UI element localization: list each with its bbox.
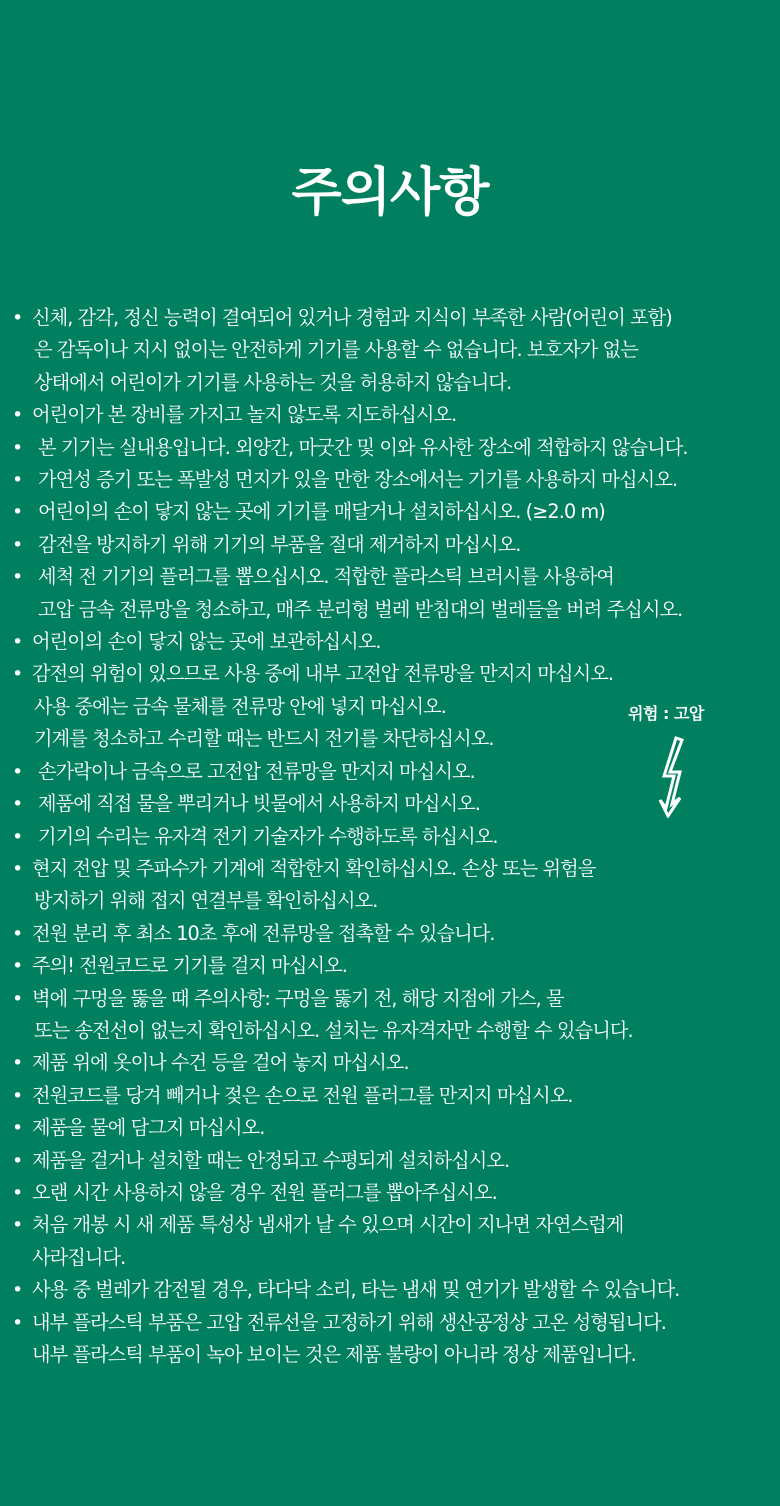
bullet: • bbox=[12, 922, 23, 945]
item-line: 현지 전압 및 주파수가 기계에 적합한지 확인하십시오. 손상 또는 위험을 bbox=[32, 856, 596, 880]
item-line: 상태에서 어린이가 기기를 사용하는 것을 허용하지 않습니다. bbox=[34, 370, 512, 394]
bullet: • bbox=[12, 1149, 23, 1172]
item-line: 내부 플라스틱 부품이 녹아 보이는 것은 제품 불량이 아니라 정상 제품입니다. bbox=[32, 1343, 636, 1366]
bullet: • bbox=[12, 760, 23, 783]
list-item bbox=[12, 821, 772, 853]
list-item bbox=[12, 1080, 772, 1112]
item-line: 제품을 걸거나 설치할 때는 안정되고 수평되게 설치하십시오. bbox=[32, 1148, 510, 1172]
item-line: 신체, 감각, 정신 능력이 결여되어 있거나 경험과 지식이 부족한 사람(어린이 포함) bbox=[32, 306, 672, 329]
bullet: • bbox=[12, 663, 23, 686]
item-line: 오랜 시간 사용하지 않을 경우 전원 플러그를 뽑아주십시오. bbox=[32, 1180, 497, 1204]
item-line: 어린이의 손이 닿지 않는 곳에 보관하십시오. bbox=[32, 630, 381, 654]
bullet: • bbox=[12, 1117, 23, 1140]
list-item bbox=[12, 1307, 772, 1372]
page-title: 주의사항 bbox=[291, 163, 489, 223]
bullet: • bbox=[12, 793, 23, 816]
bullet: • bbox=[12, 987, 23, 1010]
bullet: • bbox=[12, 469, 23, 492]
bullet: • bbox=[12, 1311, 23, 1334]
list-item bbox=[12, 918, 772, 950]
bullet: • bbox=[12, 1052, 23, 1075]
list-item bbox=[12, 1274, 772, 1306]
list-item bbox=[12, 464, 772, 496]
list-item bbox=[12, 302, 772, 399]
list-item bbox=[12, 496, 772, 528]
bullet: • bbox=[12, 501, 23, 524]
list-item bbox=[12, 561, 772, 626]
item-line: 어린이가 본 장비를 가지고 놀지 않도록 지도하십시오. bbox=[32, 403, 457, 427]
item-line: 또는 송전선이 없는지 확인하십시오. 설치는 유자격자만 수행할 수 있습니다. bbox=[34, 1018, 633, 1042]
item-line: 감전을 방지하기 위해 기기의 부품을 절대 제거하지 마십시오. bbox=[38, 532, 521, 556]
item-line: 은 감독이나 지시 없이는 안전하게 기기를 사용할 수 없습니다. 보호자가 없는 bbox=[34, 338, 638, 362]
list-item bbox=[12, 529, 772, 561]
bullet: • bbox=[12, 533, 23, 556]
bullet: • bbox=[12, 825, 23, 848]
item-line: 방지하기 위해 접지 연결부를 확인하십시오. bbox=[34, 889, 378, 913]
list-item bbox=[12, 1145, 772, 1177]
list-item bbox=[12, 399, 772, 431]
list-item bbox=[12, 1047, 772, 1079]
item-line: 기기의 수리는 유자격 전기 기술자가 수행하도록 하십시오. bbox=[38, 824, 498, 848]
hazard-label: 위험 : 고압 bbox=[628, 704, 704, 723]
item-line: 세척 전 기기의 플러그를 뽑으십시오. 적합한 플라스틱 브러시를 사용하여 bbox=[38, 565, 614, 589]
bullet: • bbox=[12, 1181, 23, 1204]
list-item bbox=[12, 432, 772, 464]
item-line: 처음 개봉 시 새 제품 특성상 냄새가 날 수 있으며 시간이 지나면 자연스럽게 bbox=[32, 1213, 624, 1237]
list-item bbox=[12, 1177, 772, 1209]
bullet: • bbox=[12, 307, 23, 329]
bullet: • bbox=[12, 631, 23, 654]
item-line: 사라집니다. bbox=[32, 1245, 126, 1269]
bullet: • bbox=[12, 566, 23, 589]
bullet: • bbox=[12, 436, 23, 459]
item-line: 제품 위에 옷이나 수건 등을 걸어 놓지 마십시오. bbox=[32, 1051, 409, 1075]
lightning-bolt-icon bbox=[656, 736, 690, 818]
bullet: • bbox=[12, 1214, 23, 1237]
item-line: 기계를 청소하고 수리할 때는 반드시 전기를 차단하십시오. bbox=[34, 727, 494, 751]
list-item bbox=[12, 950, 772, 982]
item-line: 벽에 구멍을 뚫을 때 주의사항: 구멍을 뚫기 전, 해당 지점에 가스, 물 bbox=[32, 986, 564, 1010]
item-line: 사용 중 벌레가 감전될 경우, 타다닥 소리, 타는 냄새 및 연기가 발생할 수 있습니다. bbox=[32, 1278, 680, 1302]
bullet: • bbox=[12, 404, 23, 427]
item-line: 제품을 물에 담그지 마십시오. bbox=[32, 1116, 265, 1140]
item-line: 내부 플라스틱 부품은 고압 전류선을 고정하기 위해 생산공정상 고온 성형됩니다. bbox=[32, 1310, 666, 1334]
item-line: 감전의 위험이 있으므로 사용 중에 내부 고전압 전류망을 만지지 마십시오. bbox=[32, 662, 614, 686]
item-line: 손가락이나 금속으로 고전압 전류망을 만지지 마십시오. bbox=[38, 759, 475, 783]
item-line: 고압 금속 전류망을 청소하고, 매주 분리형 벌레 받침대의 벌레들을 버려 주십시오. bbox=[38, 597, 683, 621]
item-line: 사용 중에는 금속 물체를 전류망 안에 넣지 마십시오. bbox=[34, 694, 446, 718]
list-item bbox=[12, 1209, 772, 1274]
item-line: 주의! 전원코드로 기기를 걸지 마십시오. bbox=[32, 954, 347, 978]
item-line: 어린이의 손이 닿지 않는 곳에 기기를 매달거나 설치하십시오. (≥2.0 m) bbox=[38, 500, 605, 524]
caution-list bbox=[12, 302, 772, 1371]
bullet: • bbox=[12, 1279, 23, 1302]
list-item bbox=[12, 853, 772, 918]
list-item bbox=[12, 1112, 772, 1144]
list-item bbox=[12, 983, 772, 1048]
bullet: • bbox=[12, 1084, 23, 1107]
item-line: 전원코드를 당겨 빼거나 젖은 손으로 전원 플러그를 만지지 마십시오. bbox=[32, 1083, 573, 1107]
list-item bbox=[12, 626, 772, 658]
item-line: 제품에 직접 물을 뿌리거나 빗물에서 사용하지 마십시오. bbox=[38, 792, 481, 816]
bullet: • bbox=[12, 857, 23, 880]
item-line: 전원 분리 후 최소 10초 후에 전류망을 접촉할 수 있습니다. bbox=[32, 921, 495, 945]
item-line: 본 기기는 실내용입니다. 외양간, 마굿간 및 이와 유사한 장소에 적합하지 않습니다. bbox=[38, 435, 688, 459]
high-voltage-warning bbox=[628, 702, 728, 726]
bullet: • bbox=[12, 955, 23, 978]
item-line: 가연성 증기 또는 폭발성 먼지가 있을 만한 장소에서는 기기를 사용하지 마십시오. bbox=[38, 468, 678, 492]
